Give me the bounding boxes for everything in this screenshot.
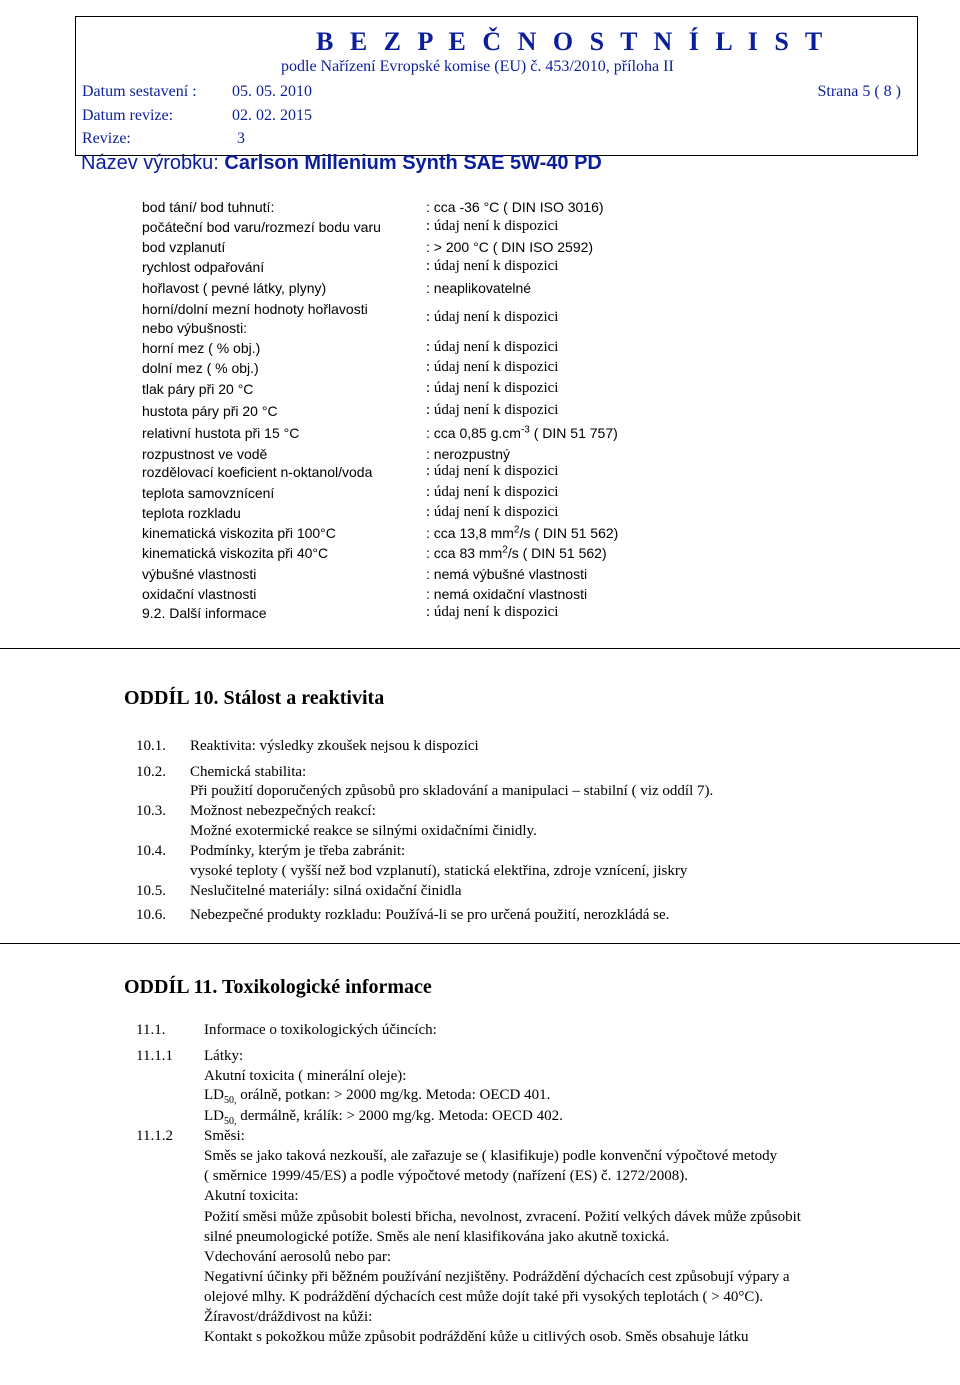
mixture-text-line: Negativní účinky při běžném používání nezjištěny. Podráždění dýchacích cest způsobují výpary a [204, 1269, 790, 1285]
property-label: hořlavost ( pevné látky, plyny) [142, 280, 327, 296]
ld-subscript: 50, [224, 1095, 237, 1106]
property-label: horní/dolní mezní hodnoty hořlavosti [142, 301, 368, 317]
property-label: hustota páry při 20 °C [142, 403, 278, 419]
property-label: horní mez ( % obj.) [142, 340, 261, 356]
item-number: 11.1.2 [136, 1128, 173, 1144]
property-label: relativní hustota při 15 °C [142, 425, 300, 441]
property-value: : údaj není k dispozici [426, 339, 559, 355]
item-detail: Při použití doporučených způsobů pro skladování a manipulaci – stabilní ( viz oddíl 7). [190, 783, 714, 799]
section-divider [0, 943, 960, 944]
revision-value: 3 [237, 130, 245, 147]
property-label: tlak páry při 20 °C [142, 381, 254, 397]
property-value: : neaplikovatelné [426, 280, 532, 296]
item-number: 10.1. [136, 738, 166, 754]
property-value: : nemá oxidační vlastnosti [426, 586, 588, 602]
property-value: : údaj není k dispozici [426, 309, 559, 325]
product-label: Název výrobku: [81, 152, 219, 174]
ld50-dermal [204, 1108, 563, 1125]
property-label: 9.2. Další informace [142, 605, 267, 621]
document-title: B E Z P E Č N O S T N Í L I S T [316, 27, 828, 56]
item-number: 11.1. [136, 1022, 166, 1038]
property-label: rozpustnost ve vodě [142, 446, 268, 462]
mixture-text-line: olejové mlhy. K podráždění dýchacích cest může dojít také při vysokých teplotách ( > 40°C). [204, 1289, 764, 1305]
property-value [426, 545, 607, 561]
value-superscript: 2 [502, 544, 508, 556]
property-label: teplota rozkladu [142, 505, 241, 521]
ld50-oral [204, 1087, 550, 1104]
ld-subscript: 50, [224, 1116, 237, 1127]
section-11-title: ODDÍL 11. Toxikologické informace [124, 976, 432, 998]
property-value: : údaj není k dispozici [426, 463, 559, 479]
section-10-title: ODDÍL 10. Stálost a reaktivita [124, 687, 385, 709]
property-value [426, 425, 618, 441]
mixture-text-line: Vdechování aerosolů nebo par: [204, 1249, 392, 1265]
regulation-subtitle: podle Nařízení Evropské komise (EU) č. 453/2010, příloha II [281, 58, 674, 75]
mixture-text-line: Požití směsi může způsobit bolesti břicha, nevolnost, zvracení. Požití velkých dávek může způsobit [204, 1209, 801, 1225]
property-label-continued: nebo výbušnosti: [142, 320, 248, 336]
item-number: 10.4. [136, 843, 166, 859]
value-main: : cca 13,8 mm [426, 525, 514, 541]
value-tail: /s ( DIN 51 562) [507, 545, 607, 561]
date-created-label: Datum sestavení : [82, 83, 197, 100]
property-value: : údaj není k dispozici [426, 484, 559, 500]
property-label: počáteční bod varu/rozmezí bodu varu [142, 219, 381, 235]
item-text: Možnost nebezpečných reakcí: [190, 803, 376, 819]
property-value: : údaj není k dispozici [426, 359, 559, 375]
item-number: 10.2. [136, 764, 166, 780]
item-number: 10.6. [136, 907, 166, 923]
property-value [426, 525, 618, 541]
property-label: kinematická viskozita při 100°C [142, 525, 336, 541]
item-text: Reaktivita: výsledky zkoušek nejsou k dispozici [190, 738, 479, 754]
value-superscript: 2 [513, 524, 520, 536]
date-created-value: 05. 05. 2010 [232, 83, 312, 100]
value-main: : cca 83 mm [426, 545, 503, 561]
acute-toxicity-label: Akutní toxicita ( minerální oleje): [204, 1068, 407, 1084]
date-revised-value: 02. 02. 2015 [232, 107, 312, 124]
property-value: : > 200 °C ( DIN ISO 2592) [426, 239, 594, 255]
mixture-text-line: Kontakt s pokožkou může způsobit podráždění kůže u citlivých osob. Směs obsahuje látku [204, 1329, 749, 1345]
value-superscript: -3 [520, 424, 530, 436]
item-detail: Možné exotermické reakce se silnými oxidačními činidly. [190, 823, 537, 839]
property-label: dolní mez ( % obj.) [142, 360, 259, 376]
value-tail: ( DIN 51 757) [529, 425, 618, 441]
property-value: : cca -36 °C ( DIN ISO 3016) [426, 199, 604, 215]
revision-row [82, 130, 245, 148]
date-revised-label: Datum revize: [82, 107, 174, 124]
property-value: : nemá výbušné vlastnosti [426, 566, 588, 582]
value-tail: /s ( DIN 51 562) [519, 525, 619, 541]
item-text: Směsi: [204, 1128, 245, 1144]
property-value: : údaj není k dispozici [426, 504, 559, 520]
item-text: Nebezpečné produkty rozkladu: Používá-li se pro určená použití, nerozkládá se. [190, 907, 670, 923]
ld-symbol: LD [204, 1087, 224, 1103]
item-text: Podmínky, kterým je třeba zabránit: [190, 843, 406, 859]
product-name-row [81, 152, 602, 175]
product-name: Carlson Millenium Synth SAE 5W-40 PD [224, 152, 602, 174]
section-divider [0, 648, 960, 649]
property-value: : údaj není k dispozici [426, 258, 559, 274]
item-number: 10.3. [136, 803, 166, 819]
item-number: 11.1.1 [136, 1048, 173, 1064]
item-text: Chemická stabilita: [190, 764, 307, 780]
ld-oral-text: orálně, potkan: > 2000 mg/kg. Metoda: OECD 401. [236, 1087, 551, 1103]
property-label: výbušné vlastnosti [142, 566, 257, 582]
date-revised-row [82, 107, 312, 125]
item-text: Informace o toxikologických účincích: [204, 1022, 437, 1038]
revision-label: Revize: [82, 130, 131, 147]
property-label: bod tání/ bod tuhnutí: [142, 199, 275, 215]
property-label: rozdělovací koeficient n-oktanol/voda [142, 464, 373, 480]
mixture-text-line: Žíravost/dráždivost na kůži: [204, 1309, 373, 1325]
item-detail: vysoké teploty ( vyšší než bod vzplanutí), statická elektřina, zdroje vznícení, jiskry [190, 863, 688, 879]
mixture-text-line: ( směrnice 1999/45/ES) a podle výpočtové metody (nařízení (ES) č. 1272/2008). [204, 1168, 689, 1184]
mixture-text-line: silné pneumologické potíže. Směs ale není klasifikována jako akutně toxická. [204, 1229, 670, 1245]
property-label: bod vzplanutí [142, 239, 226, 255]
page-number: Strana 5 ( 8 ) [817, 83, 901, 100]
property-value: : údaj není k dispozici [426, 402, 559, 418]
property-label: oxidační vlastnosti [142, 586, 257, 602]
property-label: kinematická viskozita při 40°C [142, 545, 329, 561]
value-main: : cca 0,85 g.cm [426, 425, 521, 441]
ld-dermal-text: dermálně, králík: > 2000 mg/kg. Metoda: OECD 402. [236, 1108, 563, 1124]
item-text: Látky: [204, 1048, 244, 1064]
ld-symbol: LD [204, 1108, 224, 1124]
mixture-text-line: Akutní toxicita: [204, 1188, 299, 1204]
property-value: : údaj není k dispozici [426, 218, 559, 234]
property-label: rychlost odpařování [142, 259, 265, 275]
document-header [75, 16, 918, 156]
property-value: : údaj není k dispozici [426, 604, 559, 620]
item-number: 10.5. [136, 883, 166, 899]
property-value: : nerozpustný [426, 446, 511, 462]
date-created-row [82, 83, 312, 101]
item-text: Neslučitelné materiály: silná oxidační činidla [190, 883, 462, 899]
mixture-text-line: Směs se jako taková nezkouší, ale zařazuje se ( klasifikuje) podle konvenční výpočtové metody [204, 1148, 778, 1164]
property-label: teplota samovznícení [142, 485, 275, 501]
property-value: : údaj není k dispozici [426, 380, 559, 396]
